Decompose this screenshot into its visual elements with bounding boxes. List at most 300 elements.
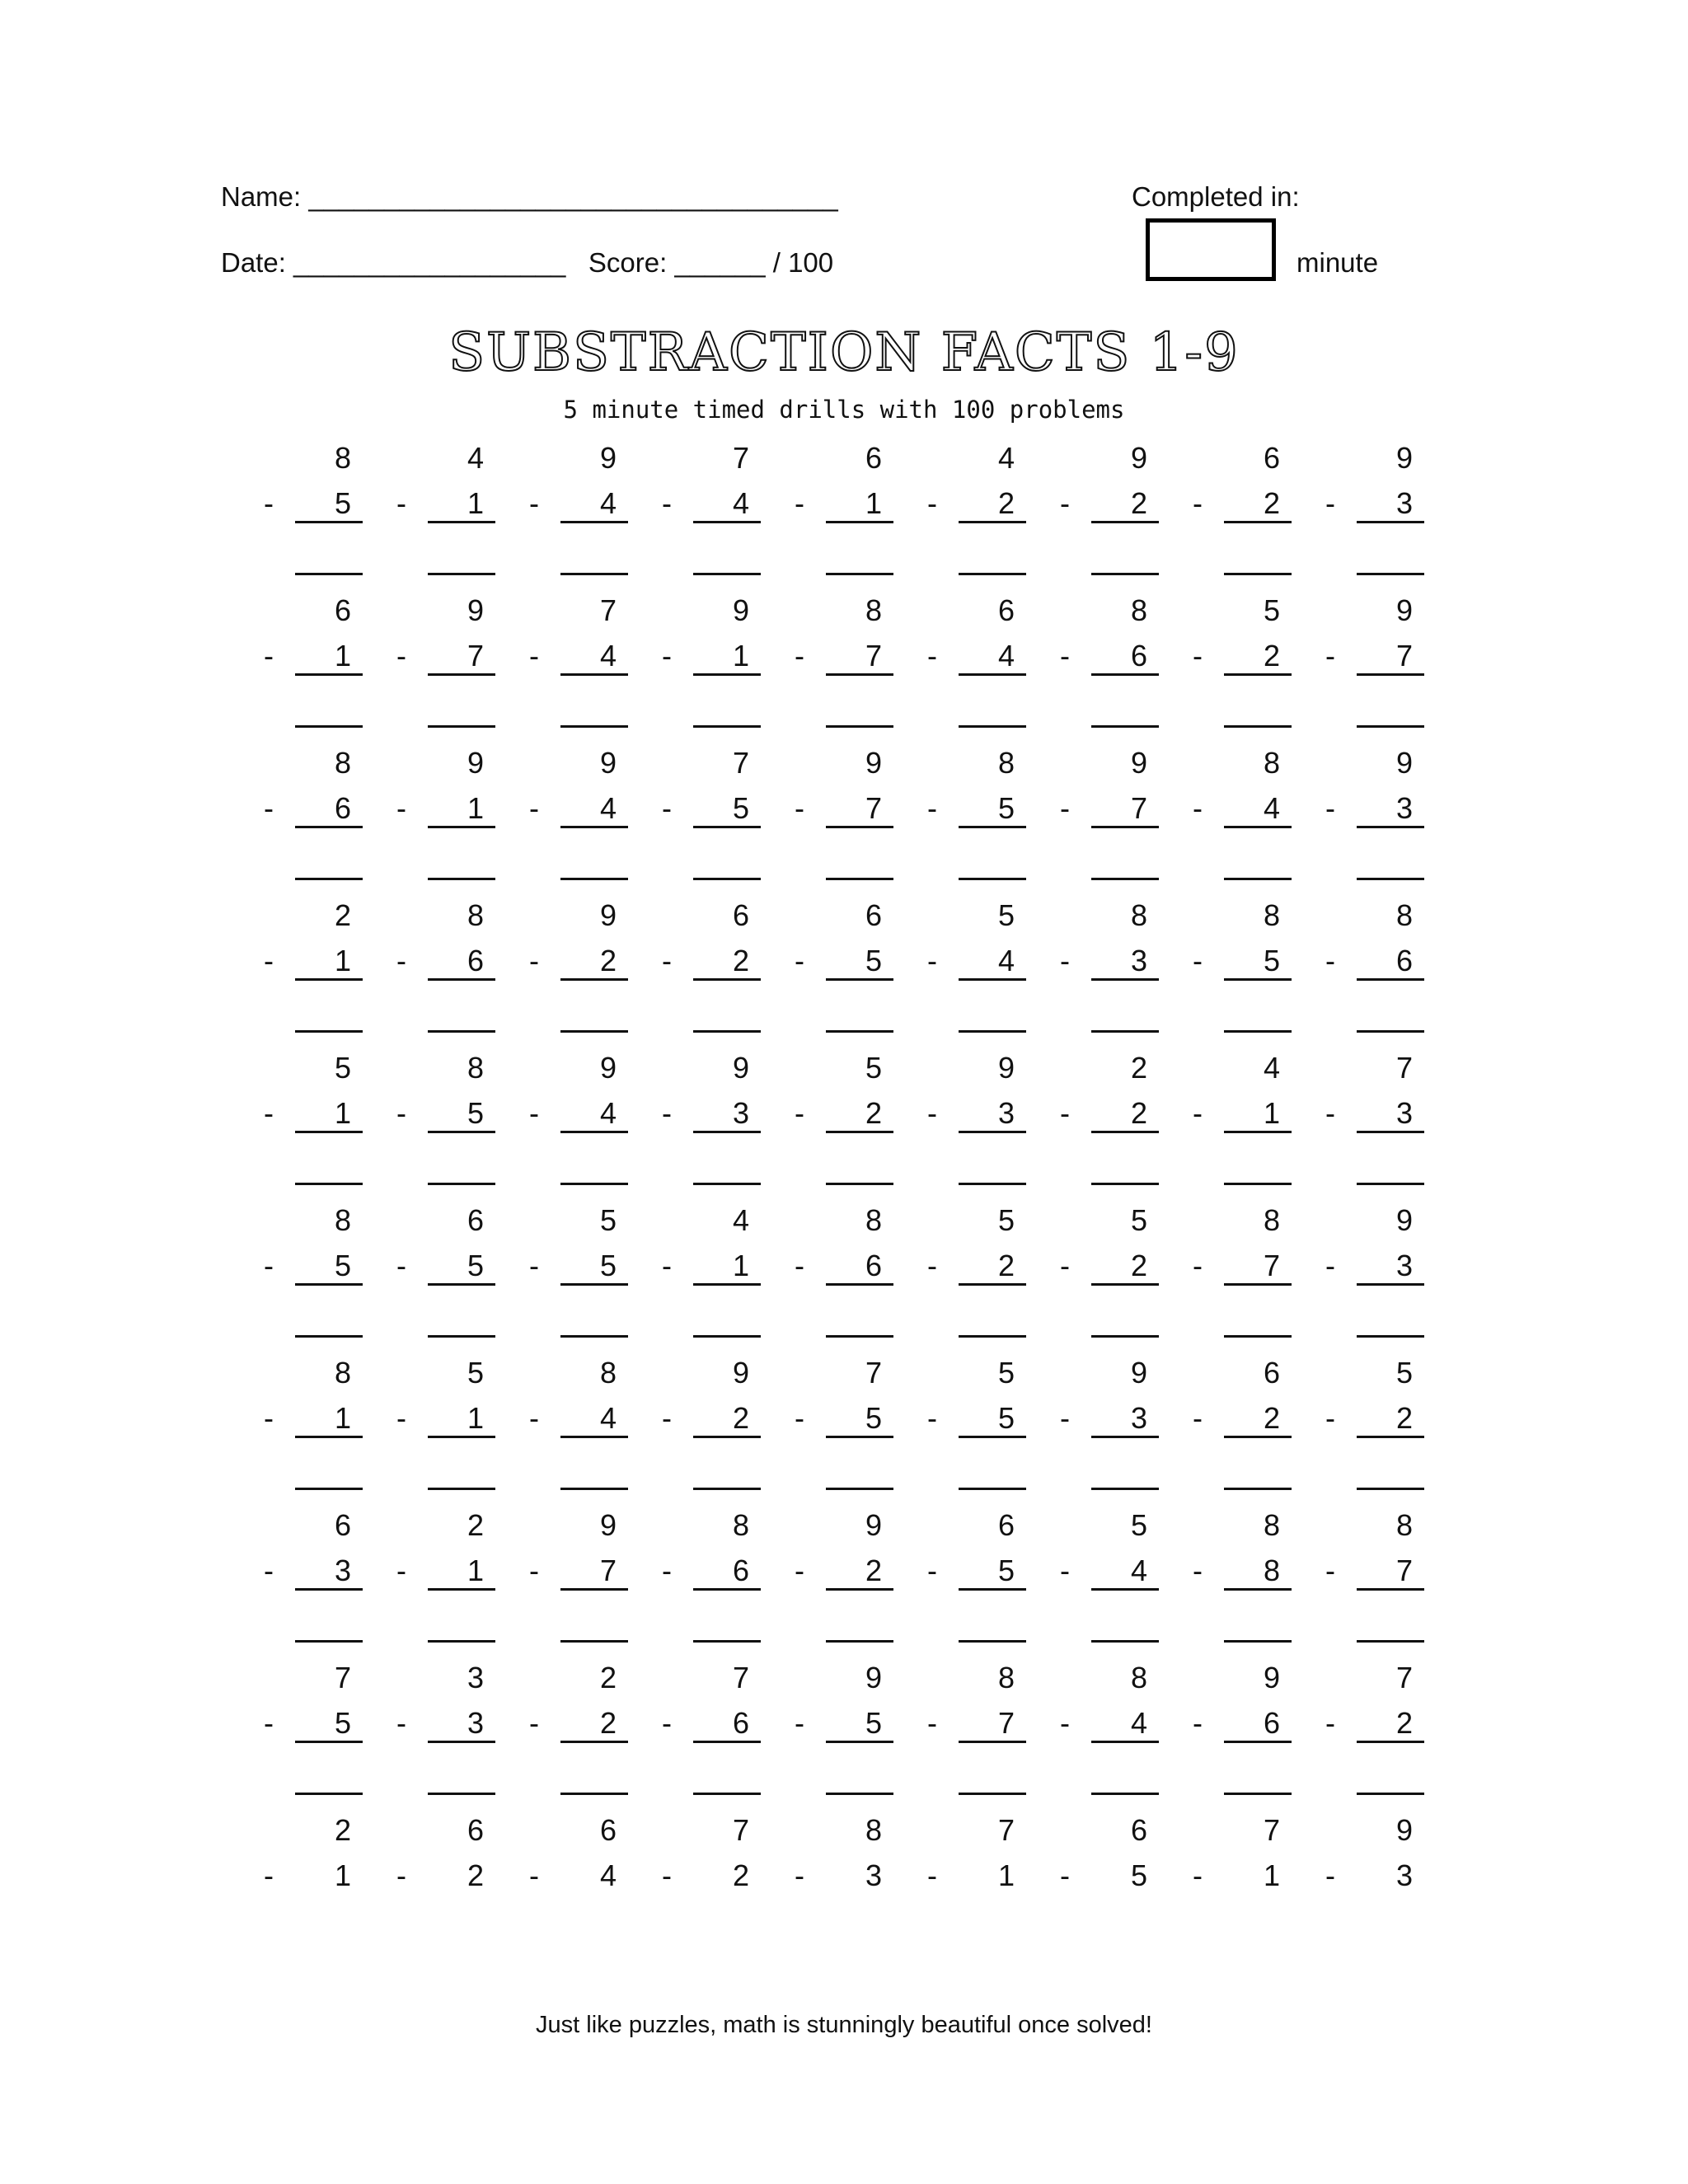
minus-sign: -: [1193, 1858, 1203, 1892]
subtraction-problem: [529, 1663, 628, 1803]
minus-sign: -: [795, 1554, 804, 1587]
subtraction-problem: [1060, 1508, 1159, 1651]
minuend: 5: [1263, 593, 1280, 627]
subtrahend-underline: [693, 1131, 761, 1133]
subtraction-problem: [396, 1358, 495, 1498]
subtrahend-underline: [1091, 673, 1159, 676]
answer-blank[interactable]: [295, 573, 363, 575]
subtrahend-underline: [560, 1283, 628, 1286]
subtrahend: 6: [732, 1554, 749, 1587]
subtraction-problem: [1060, 1053, 1159, 1193]
subtraction-problem: [927, 1203, 1026, 1346]
subtrahend-underline: [1224, 978, 1292, 981]
minuend: 7: [1395, 1051, 1413, 1085]
completed-in-label: Completed in:: [1132, 181, 1300, 212]
minus-sign: -: [795, 791, 804, 825]
answer-blank[interactable]: [428, 1030, 495, 1033]
answer-blank[interactable]: [959, 1183, 1026, 1185]
answer-blank[interactable]: [560, 1030, 628, 1033]
subtrahend-underline: [959, 1741, 1026, 1743]
minuend: 5: [467, 1356, 484, 1390]
minus-sign: -: [264, 486, 274, 520]
subtrahend-underline: [1224, 1741, 1292, 1743]
answer-blank[interactable]: [560, 1640, 628, 1643]
subtrahend: 2: [732, 1401, 749, 1435]
answer-blank[interactable]: [959, 1640, 1026, 1643]
answer-blank[interactable]: [693, 1488, 761, 1490]
minus-sign: -: [396, 791, 406, 825]
minuend: 8: [1263, 898, 1280, 932]
minuend: 6: [1263, 441, 1280, 475]
answer-blank[interactable]: [1357, 1640, 1424, 1643]
minuend: 9: [1130, 1356, 1147, 1390]
answer-blank[interactable]: [1091, 725, 1159, 728]
answer-blank[interactable]: [1091, 1488, 1159, 1490]
minuend: 9: [599, 441, 617, 475]
subtrahend: 2: [1263, 639, 1280, 673]
minus-sign: -: [1325, 944, 1335, 977]
subtrahend-underline: [1091, 521, 1159, 523]
subtrahend-underline: [1357, 1283, 1424, 1286]
subtraction-problem: [795, 748, 893, 888]
minuend: 7: [1263, 1813, 1280, 1847]
minus-sign: -: [1325, 1706, 1335, 1740]
answer-blank[interactable]: [295, 878, 363, 880]
answer-blank[interactable]: [1091, 1335, 1159, 1338]
answer-blank[interactable]: [1357, 1335, 1424, 1338]
subtraction-problem: [927, 443, 1026, 583]
minuend: 9: [865, 746, 882, 780]
answer-blank[interactable]: [693, 1183, 761, 1185]
subtrahend: 5: [997, 791, 1015, 825]
answer-blank[interactable]: [1224, 1640, 1292, 1643]
subtrahend: 4: [599, 1858, 617, 1892]
answer-blank[interactable]: [959, 878, 1026, 880]
answer-blank[interactable]: [826, 1488, 893, 1490]
subtrahend: 3: [865, 1858, 882, 1892]
subtrahend-underline: [1091, 1283, 1159, 1286]
answer-blank[interactable]: [693, 725, 761, 728]
minus-sign: -: [1193, 1249, 1203, 1282]
subtrahend-underline: [1357, 1131, 1424, 1133]
answer-blank[interactable]: [295, 1793, 363, 1795]
minus-sign: -: [396, 1096, 406, 1130]
subtrahend-underline: [693, 1436, 761, 1438]
minuend: 5: [997, 1203, 1015, 1237]
minuend: 5: [334, 1051, 351, 1085]
minuend: 7: [1395, 1661, 1413, 1694]
answer-blank[interactable]: [560, 1488, 628, 1490]
answer-blank[interactable]: [826, 1793, 893, 1795]
minuend: 8: [1263, 1203, 1280, 1237]
subtrahend: 4: [1263, 791, 1280, 825]
minus-sign: -: [927, 1249, 937, 1282]
minuend: 5: [599, 1203, 617, 1237]
subtraction-problem: [529, 1508, 628, 1651]
answer-blank[interactable]: [826, 573, 893, 575]
subtraction-problem: [1193, 443, 1292, 583]
subtrahend-underline: [1224, 826, 1292, 828]
minuend: 8: [1130, 898, 1147, 932]
minus-sign: -: [662, 944, 672, 977]
answer-blank[interactable]: [428, 1640, 495, 1643]
subtrahend: 1: [334, 944, 351, 977]
subtraction-problem: [264, 898, 363, 1041]
name-field[interactable]: Name: ___________________________________: [221, 181, 838, 212]
subtrahend-underline: [1357, 826, 1424, 828]
subtrahend-underline: [1224, 1283, 1292, 1286]
subtrahend: 3: [334, 1554, 351, 1587]
date-score-field[interactable]: Date: __________________ Score: ______ / 100: [221, 247, 834, 278]
minuend: 8: [865, 593, 882, 627]
subtraction-problem: [795, 1358, 893, 1498]
subtrahend: 6: [467, 944, 484, 977]
answer-blank[interactable]: [560, 1335, 628, 1338]
minuend: 4: [732, 1203, 749, 1237]
minuend: 9: [599, 1051, 617, 1085]
minus-sign: -: [795, 486, 804, 520]
subtrahend: 3: [1395, 791, 1413, 825]
subtrahend: 4: [599, 486, 617, 520]
subtraction-problem: [1193, 1053, 1292, 1193]
subtrahend: 4: [599, 1096, 617, 1130]
subtrahend: 2: [732, 944, 749, 977]
minus-sign: -: [264, 1401, 274, 1435]
subtrahend-underline: [826, 978, 893, 981]
subtraction-problem: [1325, 1663, 1424, 1803]
subtraction-problem: [264, 748, 363, 888]
subtraction-problem: [529, 1358, 628, 1498]
minus-sign: -: [1060, 1858, 1070, 1892]
subtraction-problem: [529, 898, 628, 1041]
subtrahend-underline: [560, 826, 628, 828]
subtraction-problem: [795, 1053, 893, 1193]
answer-blank[interactable]: [959, 573, 1026, 575]
subtraction-problem: [795, 1813, 893, 1956]
subtrahend-underline: [295, 1436, 363, 1438]
subtrahend-underline: [826, 1741, 893, 1743]
subtraction-problem: [1060, 1663, 1159, 1803]
subtrahend-underline: [826, 1283, 893, 1286]
minuend: 6: [599, 1813, 617, 1847]
subtrahend: 2: [865, 1554, 882, 1587]
subtrahend-underline: [428, 978, 495, 981]
answer-blank[interactable]: [295, 1335, 363, 1338]
answer-blank[interactable]: [826, 1030, 893, 1033]
subtrahend-underline: [295, 1588, 363, 1591]
minus-sign: -: [662, 1401, 672, 1435]
subtraction-problem: [529, 1203, 628, 1346]
subtraction-problem: [396, 748, 495, 888]
subtrahend: 3: [1395, 1858, 1413, 1892]
subtraction-problem: [927, 1508, 1026, 1651]
minus-sign: -: [927, 944, 937, 977]
subtrahend: 2: [1130, 1096, 1147, 1130]
answer-blank[interactable]: [295, 1030, 363, 1033]
subtrahend-underline: [428, 1588, 495, 1591]
answer-blank[interactable]: [959, 1030, 1026, 1033]
subtrahend: 3: [1395, 1096, 1413, 1130]
subtrahend: 6: [1263, 1706, 1280, 1740]
subtrahend-underline: [826, 1131, 893, 1133]
minus-sign: -: [927, 639, 937, 673]
subtrahend: 4: [997, 639, 1015, 673]
subtrahend-underline: [959, 673, 1026, 676]
minuend: 6: [732, 898, 749, 932]
minus-sign: -: [1325, 791, 1335, 825]
subtrahend: 2: [865, 1096, 882, 1130]
answer-blank[interactable]: [1224, 1030, 1292, 1033]
minus-sign: -: [264, 1706, 274, 1740]
minuend: 2: [467, 1508, 484, 1542]
subtrahend-underline: [560, 673, 628, 676]
subtrahend-underline: [693, 1588, 761, 1591]
subtrahend: 6: [334, 791, 351, 825]
minus-sign: -: [396, 1401, 406, 1435]
subtrahend: 8: [1263, 1554, 1280, 1587]
minuend: 9: [732, 593, 749, 627]
subtrahend: 2: [1263, 486, 1280, 520]
minus-sign: -: [396, 1554, 406, 1587]
minus-sign: -: [264, 1858, 274, 1892]
answer-blank[interactable]: [1357, 1793, 1424, 1795]
answer-blank[interactable]: [693, 1640, 761, 1643]
answer-blank[interactable]: [826, 878, 893, 880]
subtrahend-underline: [826, 1436, 893, 1438]
answer-blank[interactable]: [693, 1335, 761, 1338]
minus-sign: -: [396, 1249, 406, 1282]
subtrahend: 4: [1130, 1706, 1147, 1740]
answer-blank[interactable]: [826, 725, 893, 728]
answer-blank[interactable]: [959, 1793, 1026, 1795]
minuend: 8: [1130, 593, 1147, 627]
subtrahend: 4: [599, 639, 617, 673]
subtrahend: 3: [997, 1096, 1015, 1130]
subtraction-problem: [1060, 1813, 1159, 1956]
minus-sign: -: [662, 1706, 672, 1740]
minuend: 7: [732, 441, 749, 475]
subtrahend: 4: [599, 1401, 617, 1435]
answer-blank[interactable]: [560, 1793, 628, 1795]
minus-sign: -: [927, 1706, 937, 1740]
subtrahend-underline: [1224, 1588, 1292, 1591]
subtrahend-underline: [1224, 1131, 1292, 1133]
answer-blank[interactable]: [1091, 878, 1159, 880]
subtraction-problem: [927, 1813, 1026, 1956]
page-title: SUBSTRACTION FACTS 1-9: [448, 322, 1240, 383]
subtrahend-underline: [295, 1741, 363, 1743]
minuend: 8: [997, 1661, 1015, 1694]
answer-blank[interactable]: [428, 1793, 495, 1795]
answer-blank[interactable]: [428, 1183, 495, 1185]
minus-sign: -: [927, 791, 937, 825]
subtrahend-underline: [560, 978, 628, 981]
subtrahend-underline: [693, 673, 761, 676]
answer-blank[interactable]: [959, 725, 1026, 728]
subtraction-problem: [264, 1508, 363, 1651]
subtrahend: 5: [599, 1249, 617, 1282]
answer-blank[interactable]: [1357, 1488, 1424, 1490]
subtrahend: 5: [1263, 944, 1280, 977]
subtrahend: 2: [1395, 1706, 1413, 1740]
subtrahend: 7: [467, 639, 484, 673]
subtraction-problem: [1325, 898, 1424, 1041]
minus-sign: -: [1193, 639, 1203, 673]
minuend: 3: [467, 1661, 484, 1694]
answer-blank[interactable]: [428, 1335, 495, 1338]
minus-sign: -: [795, 1706, 804, 1740]
subtrahend: 1: [334, 1401, 351, 1435]
answer-blank[interactable]: [428, 573, 495, 575]
answer-blank[interactable]: [826, 1640, 893, 1643]
answer-blank[interactable]: [295, 1183, 363, 1185]
subtrahend: 2: [1263, 1401, 1280, 1435]
answer-blank[interactable]: [1224, 573, 1292, 575]
minus-sign: -: [795, 639, 804, 673]
minuend: 6: [334, 1508, 351, 1542]
subtrahend-underline: [295, 826, 363, 828]
subtraction-problem: [662, 1663, 761, 1803]
answer-blank[interactable]: [560, 1183, 628, 1185]
subtraction-problem: [264, 1663, 363, 1803]
minuend: 7: [732, 1661, 749, 1694]
minute-label: minute: [1296, 247, 1379, 278]
subtrahend-underline: [693, 521, 761, 523]
minuend: 5: [1395, 1356, 1413, 1390]
subtraction-problem: [264, 1053, 363, 1193]
answer-blank[interactable]: [1091, 1030, 1159, 1033]
subtrahend: 1: [1263, 1096, 1280, 1130]
minuend: 7: [997, 1813, 1015, 1847]
answer-blank[interactable]: [693, 1793, 761, 1795]
minus-sign: -: [396, 944, 406, 977]
subtraction-problem: [927, 748, 1026, 888]
answer-blank[interactable]: [560, 878, 628, 880]
minuend: 8: [1395, 898, 1413, 932]
answer-blank[interactable]: [1224, 878, 1292, 880]
subtrahend: 6: [1130, 639, 1147, 673]
answer-blank[interactable]: [1091, 1793, 1159, 1795]
minuend: 8: [1263, 746, 1280, 780]
subtrahend-underline: [959, 978, 1026, 981]
answer-blank[interactable]: [1091, 1183, 1159, 1185]
subtrahend: 1: [467, 1554, 484, 1587]
answer-blank[interactable]: [1224, 1488, 1292, 1490]
subtraction-problem: [1325, 748, 1424, 888]
subtraction-problem: [1193, 1203, 1292, 1346]
minuend: 9: [599, 1508, 617, 1542]
answer-blank[interactable]: [693, 1030, 761, 1033]
answer-blank[interactable]: [1357, 878, 1424, 880]
subtraction-problem: [529, 443, 628, 583]
answer-blank[interactable]: [1091, 573, 1159, 575]
answer-blank[interactable]: [693, 878, 761, 880]
answer-blank[interactable]: [959, 1335, 1026, 1338]
subtrahend-underline: [1357, 1436, 1424, 1438]
subtraction-problem: [927, 1663, 1026, 1803]
subtraction-problem: [662, 1813, 761, 1956]
minuend: 8: [1395, 1508, 1413, 1542]
answer-blank[interactable]: [428, 878, 495, 880]
subtraction-problem: [927, 898, 1026, 1041]
subtrahend-underline: [1224, 521, 1292, 523]
minuend: 8: [467, 898, 484, 932]
minuend: 8: [334, 1203, 351, 1237]
answer-blank[interactable]: [693, 573, 761, 575]
subtraction-problem: [662, 1053, 761, 1193]
subtraction-problem: [529, 1053, 628, 1193]
subtraction-problem: [396, 1508, 495, 1651]
answer-blank[interactable]: [428, 725, 495, 728]
subtrahend-underline: [428, 826, 495, 828]
subtraction-problem: [662, 1358, 761, 1498]
subtraction-problem: [662, 1508, 761, 1651]
subtraction-problem: [1060, 593, 1159, 736]
page-subtitle: 5 minute timed drills with 100 problems: [563, 396, 1125, 424]
answer-blank[interactable]: [959, 1488, 1026, 1490]
subtrahend-underline: [693, 826, 761, 828]
minuend: 8: [334, 1356, 351, 1390]
answer-blank[interactable]: [1357, 725, 1424, 728]
answer-blank[interactable]: [1357, 573, 1424, 575]
subtrahend-underline: [428, 1436, 495, 1438]
subtrahend: 3: [1130, 1401, 1147, 1435]
answer-blank[interactable]: [295, 1640, 363, 1643]
minus-sign: -: [662, 1249, 672, 1282]
answer-blank[interactable]: [826, 1335, 893, 1338]
answer-blank[interactable]: [295, 725, 363, 728]
answer-blank[interactable]: [1357, 1183, 1424, 1185]
answer-blank[interactable]: [1224, 725, 1292, 728]
answer-blank[interactable]: [560, 573, 628, 575]
subtrahend: 6: [865, 1249, 882, 1282]
subtraction-problem: [795, 1203, 893, 1346]
subtrahend: 2: [997, 1249, 1015, 1282]
answer-blank[interactable]: [826, 1183, 893, 1185]
subtraction-problem: [1060, 1358, 1159, 1498]
subtraction-problem: [1060, 443, 1159, 583]
answer-blank[interactable]: [428, 1488, 495, 1490]
subtraction-problem: [1325, 443, 1424, 583]
subtrahend-underline: [1091, 1588, 1159, 1591]
subtrahend-underline: [693, 978, 761, 981]
answer-blank[interactable]: [1357, 1030, 1424, 1033]
subtrahend: 3: [467, 1706, 484, 1740]
answer-blank[interactable]: [1224, 1183, 1292, 1185]
answer-blank[interactable]: [1091, 1640, 1159, 1643]
minus-sign: -: [795, 1249, 804, 1282]
minus-sign: -: [662, 639, 672, 673]
answer-blank[interactable]: [560, 725, 628, 728]
answer-blank[interactable]: [295, 1488, 363, 1490]
minus-sign: -: [529, 791, 539, 825]
minuend: 6: [334, 593, 351, 627]
subtrahend-underline: [693, 1283, 761, 1286]
subtrahend-underline: [295, 978, 363, 981]
subtraction-problem: [1193, 898, 1292, 1041]
minuend: 9: [1130, 746, 1147, 780]
minuend: 8: [865, 1813, 882, 1847]
minuend: 4: [1263, 1051, 1280, 1085]
subtrahend-underline: [1357, 673, 1424, 676]
subtraction-problem: [396, 443, 495, 583]
minus-sign: -: [662, 1858, 672, 1892]
answer-blank[interactable]: [1224, 1335, 1292, 1338]
answer-blank[interactable]: [1224, 1793, 1292, 1795]
minus-sign: -: [795, 1858, 804, 1892]
minus-sign: -: [1325, 1858, 1335, 1892]
subtrahend: 1: [467, 486, 484, 520]
